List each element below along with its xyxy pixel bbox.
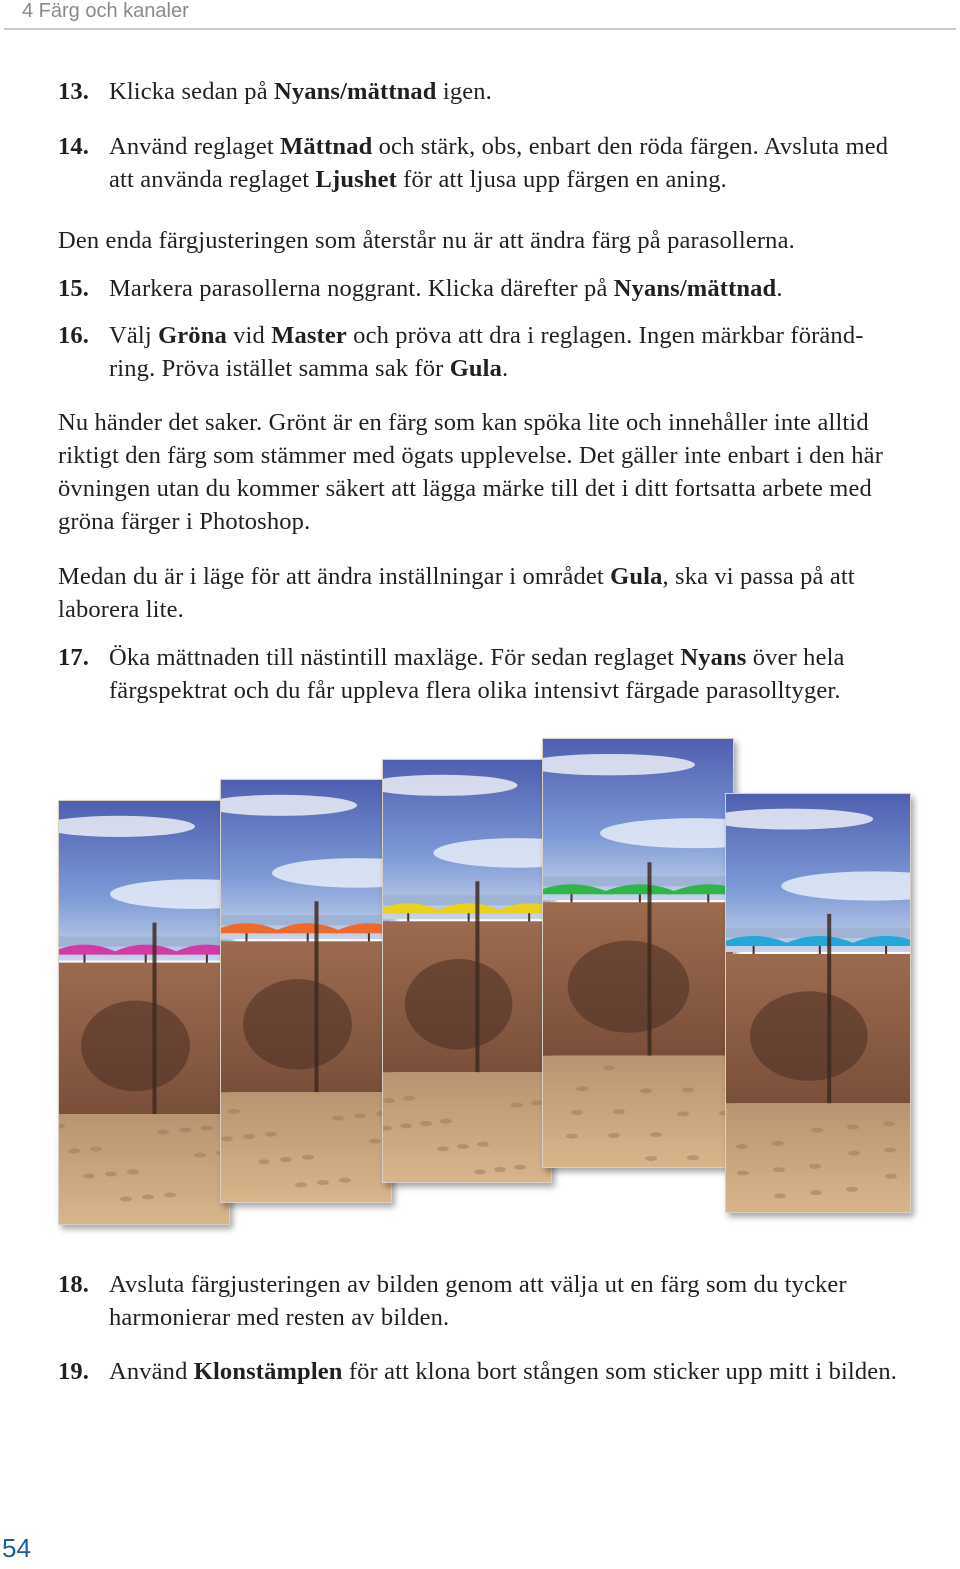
- step-number: 16.: [58, 322, 90, 349]
- step-text: Använd Klonstämplen för att klona bort stången som sticker upp mitt i bilden.: [109, 1358, 897, 1385]
- beach-photo-collage: [58, 738, 912, 1228]
- paragraph: Nu händer det saker. Grönt är en färg som kan spöka lite och innehåller inte alltid riktigt den färg som stämmer med ögats upplevelse. Det gäller inte enbart i den här övningen utan du kommer säkert att lägga märke till det i ditt fortsatta arbete med gröna färger i Photoshop.: [58, 409, 884, 535]
- beach-photo-panel: [58, 800, 230, 1225]
- beach-photo: [726, 794, 910, 1212]
- step-18: [58, 1268, 908, 1334]
- running-head: 4 Färg och kanaler: [22, 0, 189, 22]
- step-text: Välj Gröna vid Master och pröva att dra i reglagen. Ingen märkbar föränd-ring. Pröva istället samma sak för Gula.: [109, 322, 864, 382]
- step-19: [58, 1355, 908, 1388]
- step-17: [58, 641, 908, 707]
- beach-photo-panel: [382, 759, 552, 1183]
- step-text: Markera parasollerna noggrant. Klicka därefter på Nyans/mättnad.: [109, 275, 783, 302]
- step-15: [58, 272, 908, 305]
- beach-photo-panel: [725, 793, 911, 1213]
- paragraph: Medan du är i läge för att ändra inställningar i området Gula, ska vi passa på att laborera lite.: [58, 563, 855, 623]
- step-number: 14.: [58, 133, 90, 160]
- step-13: [58, 75, 908, 108]
- step-text: Avsluta färgjusteringen av bilden genom att välja ut en färg som du tycker harmonierar med resten av bilden.: [109, 1271, 847, 1331]
- header-rule: [4, 28, 956, 30]
- beach-photo: [59, 801, 229, 1224]
- step-number: 19.: [58, 1358, 90, 1385]
- step-text: Klicka sedan på Nyans/mättnad igen.: [109, 78, 492, 105]
- beach-photo-panel: [220, 779, 392, 1203]
- step-number: 17.: [58, 644, 90, 671]
- page-number: 54: [2, 1533, 31, 1563]
- step-16: [58, 319, 908, 385]
- step-text: Använd reglaget Mättnad och stärk, obs, enbart den röda färgen. Avsluta med att använda reglaget Ljushet för att ljusa upp färgen en aning.: [109, 133, 889, 193]
- step-number: 13.: [58, 78, 90, 105]
- step-number: 18.: [58, 1271, 90, 1298]
- step-number: 15.: [58, 275, 90, 302]
- beach-photo: [221, 780, 391, 1202]
- step-14: [58, 130, 908, 196]
- beach-photo: [543, 739, 733, 1167]
- beach-photo: [383, 760, 551, 1182]
- paragraph: Den enda färgjusteringen som återstår nu är att ändra färg på parasollerna.: [58, 227, 795, 254]
- beach-photo-panel: [542, 738, 734, 1168]
- step-text: Öka mättnaden till nästintill maxläge. För sedan reglaget Nyans över hela färgspektrat och du får uppleva flera olika intensivt färgade parasolltyger.: [109, 644, 845, 704]
